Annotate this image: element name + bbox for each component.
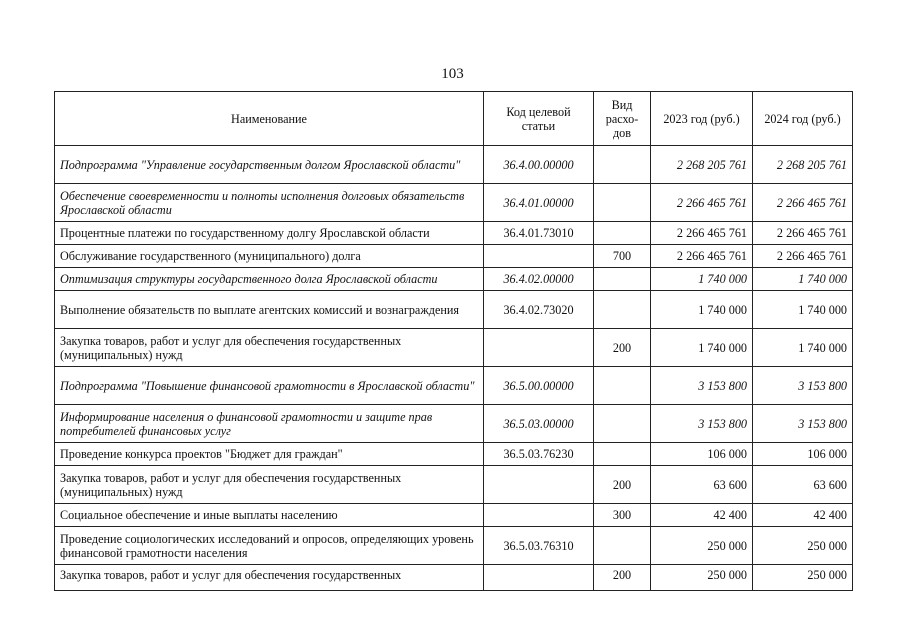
header-year-2024: 2024 год (руб.) [753, 92, 853, 146]
row-name-cell: Подпрограмма "Повышение финансовой грамотности в Ярославской области" [55, 367, 484, 405]
row-code-cell: 36.4.00.00000 [484, 146, 594, 184]
table-row [55, 443, 853, 466]
row-name-cell: Информирование населения о финансовой грамотности и защите прав потребителей финансовых услуг [55, 405, 484, 443]
row-expense-type-cell [594, 367, 651, 405]
row-amount-2023-cell: 1 740 000 [651, 268, 753, 291]
row-amount-2024-cell: 1 740 000 [753, 329, 853, 367]
table-header-row [55, 92, 853, 146]
row-code-cell: 36.5.00.00000 [484, 367, 594, 405]
row-amount-2023-cell: 1 740 000 [651, 329, 753, 367]
row-expense-type-cell [594, 146, 651, 184]
table-row [55, 367, 853, 405]
row-amount-2023-cell: 2 268 205 761 [651, 146, 753, 184]
row-expense-type-cell [594, 268, 651, 291]
row-expense-type-cell: 200 [594, 466, 651, 504]
header-name: Наименование [55, 92, 484, 146]
row-amount-2024-cell: 250 000 [753, 527, 853, 565]
row-expense-type-cell: 200 [594, 565, 651, 591]
row-name-cell: Выполнение обязательств по выплате агентских комиссий и вознаграждения [55, 291, 484, 329]
row-amount-2023-cell: 2 266 465 761 [651, 222, 753, 245]
row-amount-2023-cell: 250 000 [651, 565, 753, 591]
table-row [55, 146, 853, 184]
row-amount-2024-cell: 3 153 800 [753, 405, 853, 443]
row-code-cell [484, 504, 594, 527]
row-amount-2023-cell: 3 153 800 [651, 405, 753, 443]
row-amount-2024-cell: 2 266 465 761 [753, 222, 853, 245]
row-code-cell: 36.4.02.00000 [484, 268, 594, 291]
row-expense-type-cell [594, 184, 651, 222]
header-year-2023: 2023 год (руб.) [651, 92, 753, 146]
row-name-cell: Проведение конкурса проектов "Бюджет для граждан" [55, 443, 484, 466]
row-expense-type-cell [594, 291, 651, 329]
table-row [55, 184, 853, 222]
table-row [55, 504, 853, 527]
row-name-cell: Обслуживание государственного (муниципального) долга [55, 245, 484, 268]
row-code-cell: 36.4.01.73010 [484, 222, 594, 245]
table-row [55, 291, 853, 329]
row-code-cell: 36.5.03.76310 [484, 527, 594, 565]
table-row [55, 527, 853, 565]
budget-table [54, 91, 853, 591]
row-amount-2024-cell: 106 000 [753, 443, 853, 466]
row-code-cell [484, 466, 594, 504]
row-amount-2023-cell: 250 000 [651, 527, 753, 565]
row-amount-2023-cell: 2 266 465 761 [651, 245, 753, 268]
row-name-cell: Проведение социологических исследований и опросов, определяющих уровень финансовой грамотности населения [55, 527, 484, 565]
row-expense-type-cell: 700 [594, 245, 651, 268]
table-row [55, 222, 853, 245]
row-name-cell: Закупка товаров, работ и услуг для обеспечения государственных [55, 565, 484, 591]
row-amount-2023-cell: 106 000 [651, 443, 753, 466]
header-code: Код целевой статьи [484, 92, 594, 146]
table-row [55, 245, 853, 268]
row-amount-2024-cell: 250 000 [753, 565, 853, 591]
table-row [55, 268, 853, 291]
row-amount-2024-cell: 2 266 465 761 [753, 184, 853, 222]
row-code-cell: 36.5.03.00000 [484, 405, 594, 443]
row-amount-2024-cell: 1 740 000 [753, 291, 853, 329]
row-expense-type-cell [594, 527, 651, 565]
row-amount-2024-cell: 1 740 000 [753, 268, 853, 291]
row-amount-2023-cell: 2 266 465 761 [651, 184, 753, 222]
row-name-cell: Закупка товаров, работ и услуг для обеспечения государственных (муниципальных) нужд [55, 466, 484, 504]
row-expense-type-cell [594, 443, 651, 466]
row-code-cell: 36.4.02.73020 [484, 291, 594, 329]
row-amount-2023-cell: 63 600 [651, 466, 753, 504]
row-amount-2024-cell: 3 153 800 [753, 367, 853, 405]
row-code-cell: 36.4.01.00000 [484, 184, 594, 222]
row-code-cell [484, 245, 594, 268]
row-amount-2024-cell: 2 266 465 761 [753, 245, 853, 268]
row-expense-type-cell: 300 [594, 504, 651, 527]
row-amount-2024-cell: 2 268 205 761 [753, 146, 853, 184]
row-expense-type-cell: 200 [594, 329, 651, 367]
row-code-cell [484, 329, 594, 367]
row-expense-type-cell [594, 222, 651, 245]
row-name-cell: Процентные платежи по государственному долгу Ярославской области [55, 222, 484, 245]
row-amount-2024-cell: 42 400 [753, 504, 853, 527]
row-name-cell: Закупка товаров, работ и услуг для обеспечения государственных (муниципальных) нужд [55, 329, 484, 367]
header-expense-type: Вид расхо-дов [594, 92, 651, 146]
table-row [55, 565, 853, 591]
row-name-cell: Социальное обеспечение и иные выплаты населению [55, 504, 484, 527]
row-amount-2023-cell: 42 400 [651, 504, 753, 527]
row-name-cell: Подпрограмма "Управление государственным долгом Ярославской области" [55, 146, 484, 184]
table-row [55, 466, 853, 504]
row-code-cell [484, 565, 594, 591]
row-amount-2023-cell: 1 740 000 [651, 291, 753, 329]
row-amount-2023-cell: 3 153 800 [651, 367, 753, 405]
table-body [55, 146, 853, 591]
page-number: 103 [441, 66, 464, 82]
row-amount-2024-cell: 63 600 [753, 466, 853, 504]
table-row [55, 405, 853, 443]
table-row [55, 329, 853, 367]
row-name-cell: Оптимизация структуры государственного долга Ярославской области [55, 268, 484, 291]
row-expense-type-cell [594, 405, 651, 443]
row-name-cell: Обеспечение своевременности и полноты исполнения долговых обязательств Ярославской области [55, 184, 484, 222]
row-code-cell: 36.5.03.76230 [484, 443, 594, 466]
